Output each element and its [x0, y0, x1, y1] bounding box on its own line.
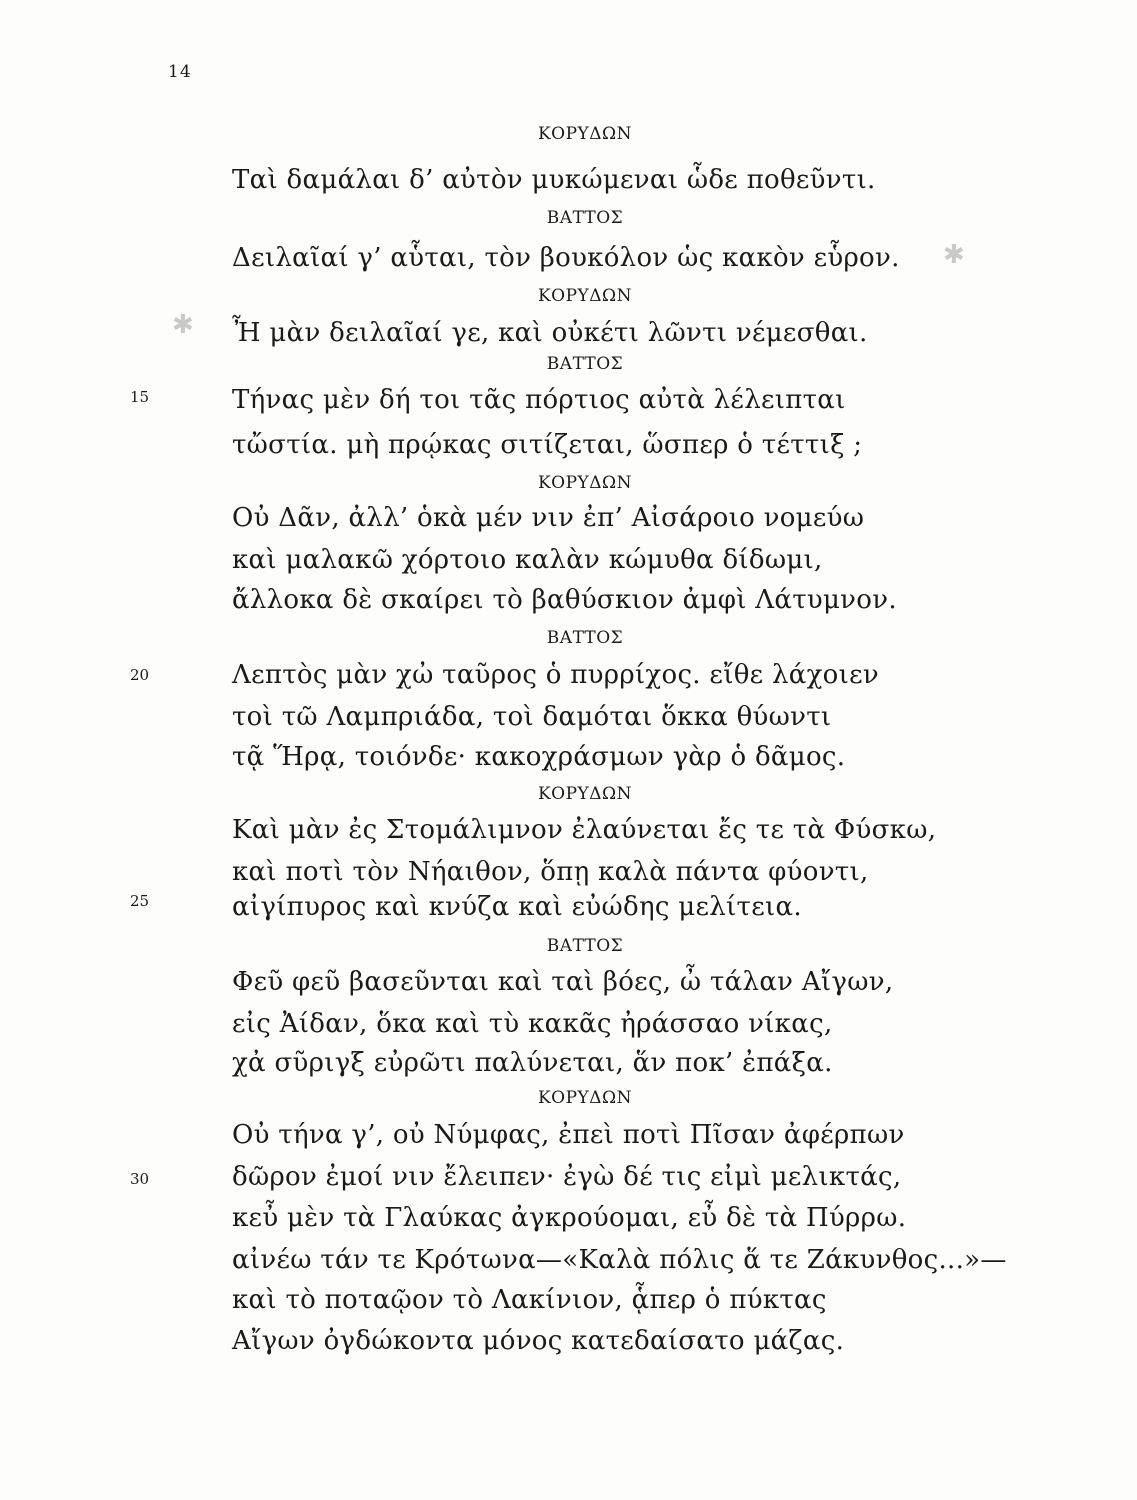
- asterisk-mark-icon: ✱: [943, 240, 965, 270]
- speaker-label: ΒΑΤΤΟΣ: [546, 628, 624, 648]
- verse-line: Λεπτὸς μὰν χὠ ταῦρος ὁ πυρρίχος. εἴθε λάχοιεν: [232, 660, 879, 690]
- verse-line: καὶ τὸ ποταῷον τὸ Λακίνιον, ᾇπερ ὁ πύκτας: [232, 1285, 827, 1315]
- verse-line: καὶ ποτὶ τὸν Νήαιθον, ὅπῃ καλὰ πάντα φύοντι,: [232, 857, 869, 887]
- verse-line: χἀ σῦριγξ εὐρῶτι παλύνεται, ἅν ποκ’ ἐπάξα.: [232, 1048, 833, 1078]
- verse-line: ἄλλοκα δὲ σκαίρει τὸ βαθύσκιον ἀμφὶ Λάτυμνον.: [232, 585, 897, 615]
- speaker-label: ΚΟΡΥΔΩΝ: [537, 473, 633, 493]
- verse-line: δῶρον ἐμοί νιν ἔλειπεν· ἐγὼ δέ τις εἰμὶ μελικτάς,: [232, 1162, 902, 1192]
- verse-line: τὤστία. μὴ πρῴκας σιτίζεται, ὥσπερ ὁ τέττιξ ;: [232, 430, 863, 460]
- verse-line: Ἦ μὰν δειλαῖαί γε, καὶ οὐκέτι λῶντι νέμεσθαι.: [232, 318, 868, 348]
- line-number: 20: [130, 666, 150, 684]
- asterisk-mark-icon: ✱: [172, 310, 194, 340]
- verse-line: Ταὶ δαμάλαι δ’ αὐτὸν μυκώμεναι ὧδε ποθεῦντι.: [232, 165, 876, 195]
- verse-line: Καὶ μὰν ἐς Στομάλιμνον ἐλαύνεται ἔς τε τὰ Φύσκω,: [232, 815, 937, 845]
- speaker-label: ΚΟΡΥΔΩΝ: [537, 784, 633, 804]
- speaker-label: ΚΟΡΥΔΩΝ: [537, 1088, 633, 1108]
- verse-line: καὶ μαλακῶ χόρτοιο καλὰν κώμυθα δίδωμι,: [232, 545, 823, 575]
- verse-line: τοὶ τῶ Λαμπριάδα, τοὶ δαμόται ὅκκα θύωντι: [232, 702, 832, 732]
- verse-line: Οὐ Δᾶν, ἀλλ’ ὁκὰ μέν νιν ἐπ’ Αἰσάροιο νομεύω: [232, 503, 865, 533]
- verse-line: κεὖ μὲν τὰ Γλαύκας ἀγκρούομαι, εὖ δὲ τὰ Πύρρω.: [232, 1203, 907, 1233]
- verse-line: Τήνας μὲν δή τοι τᾶς πόρτιος αὐτὰ λέλειπται: [232, 385, 846, 415]
- speaker-label: ΒΑΤΤΟΣ: [546, 208, 624, 228]
- verse-line: Αἴγων ὀγδώκοντα μόνος κατεδαίσατο μάζας.: [232, 1326, 845, 1356]
- line-number: 30: [130, 1170, 150, 1188]
- verse-line: εἰς Ἀίδαν, ὅκα καὶ τὺ κακᾶς ἠράσσαο νίκας,: [232, 1009, 833, 1039]
- speaker-label: ΒΑΤΤΟΣ: [546, 354, 624, 374]
- line-number: 25: [130, 892, 150, 910]
- verse-line: Οὐ τήνα γ’, οὐ Νύμφας, ἐπεὶ ποτὶ Πῖσαν ἀφέρπων: [232, 1120, 905, 1150]
- speaker-label: ΚΟΡΥΔΩΝ: [537, 286, 633, 306]
- verse-line: τᾷ Ἥρᾳ, τοιόνδε· κακοχράσμων γὰρ ὁ δᾶμος.: [232, 742, 846, 772]
- verse-line: Φεῦ φεῦ βασεῦνται καὶ ταὶ βόες, ὦ τάλαν Αἴγων,: [232, 967, 894, 997]
- line-number: 15: [130, 388, 150, 406]
- verse-line: Δειλαῖαί γ’ αὗται, τὸν βουκόλον ὡς κακὸν εὗρον.: [232, 243, 900, 273]
- verse-line: αἰγίπυρος καὶ κνύζα καὶ εὐώδης μελίτεια.: [232, 892, 802, 922]
- speaker-label: ΒΑΤΤΟΣ: [546, 936, 624, 956]
- verse-line: αἰνέω τάν τε Κρότωνα—«Καλὰ πόλις ἅ τε Ζάκυνθος...»—: [232, 1245, 1007, 1275]
- page-number: 14: [168, 62, 192, 82]
- speaker-label: ΚΟΡΥΔΩΝ: [537, 124, 633, 144]
